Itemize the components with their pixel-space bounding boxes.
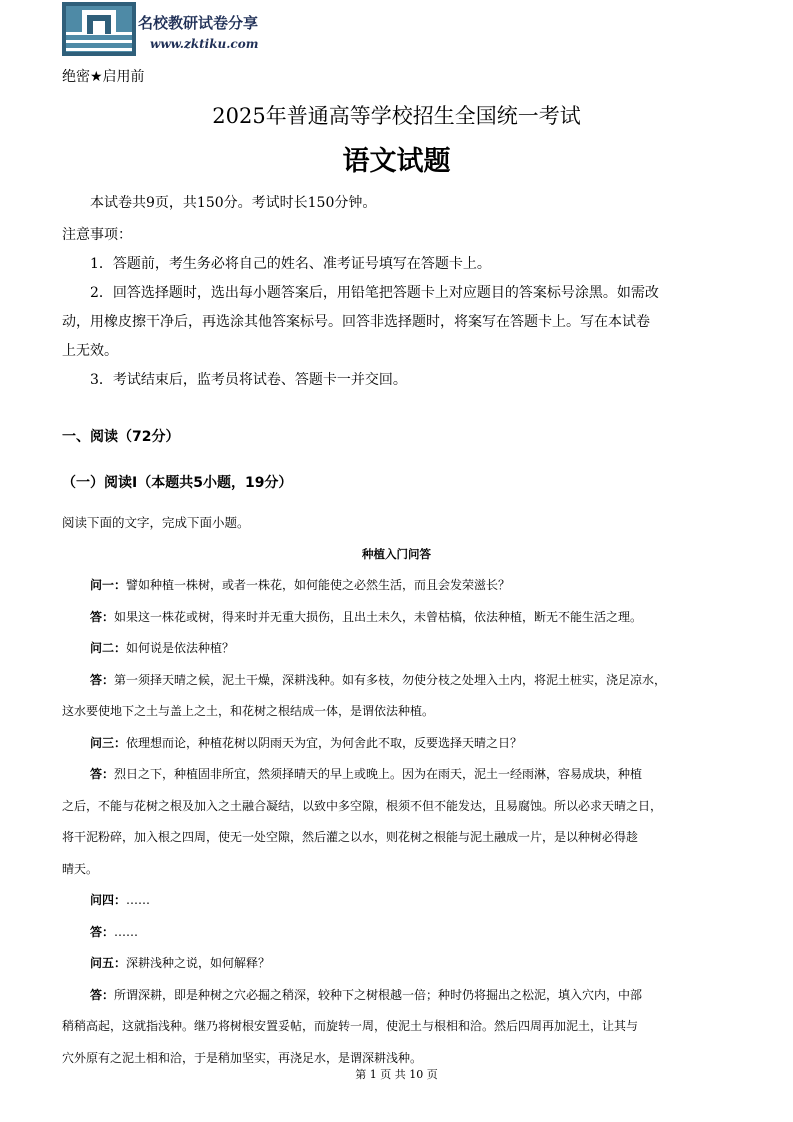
exam-intro: 本试卷共9页，共150分。考试时长150分钟。 bbox=[90, 195, 377, 211]
article-body bbox=[62, 570, 742, 1074]
answer-4 bbox=[62, 917, 742, 949]
answer-text: 烈日之下，种植固非所宜，然须择晴天的早上或晚上。因为在雨天，泥土一经雨淋，容易成块，种植 bbox=[114, 767, 643, 781]
section-heading: 一、阅读（72分） bbox=[62, 429, 180, 445]
answer-5-line-3: 穴外原有之泥土相和洽，于是稍加坚实，再浇足水，是谓深耕浅种。 bbox=[62, 1050, 423, 1065]
exam-title: 2025年普通高等学校招生全国统一考试 bbox=[212, 104, 581, 128]
brand-url[interactable]: www.zktiku.com bbox=[150, 37, 259, 51]
subject-title: 语文试题 bbox=[342, 146, 451, 177]
question-text: 如何说是依法种植？ bbox=[126, 641, 235, 655]
question-5 bbox=[62, 948, 742, 980]
question-label: 问五： bbox=[90, 956, 127, 970]
notice-item-1: 1．答题前，考生务必将自己的姓名、准考证号填写在答题卡上。 bbox=[90, 256, 491, 272]
school-logo bbox=[62, 2, 136, 56]
subsection-heading: （一）阅读Ⅰ（本题共5小题，19分） bbox=[62, 475, 293, 491]
answer-3-line-3: 将干泥粉碎，加入根之四周，使无一处空隙，然后灌之以水，则花树之根能与泥土融成一片，是以种树必得趁 bbox=[62, 830, 639, 844]
answer-text: …… bbox=[114, 924, 139, 939]
answer-1 bbox=[62, 602, 742, 634]
notice-heading: 注意事项： bbox=[62, 227, 132, 243]
question-text: …… bbox=[126, 893, 151, 907]
answer-2-line-2: 这水要使地下之土与盖上之土，和花树之根结成一体，是谓依法种植。 bbox=[62, 704, 435, 718]
question-label: 问一： bbox=[90, 578, 127, 592]
answer-5-line-1 bbox=[62, 980, 742, 1012]
question-label: 问二： bbox=[90, 641, 127, 655]
answer-text: 如果这一株花或树，得来时并无重大损伤，且出土未久，未曾枯槁，依法种植，断无不能生活之理。 bbox=[114, 609, 643, 624]
brand-name: 名校教研试卷分享 bbox=[138, 14, 259, 32]
question-1 bbox=[62, 570, 742, 602]
question-text: 深耕浅种之说，如何解释？ bbox=[126, 956, 271, 970]
answer-2-line-1 bbox=[62, 665, 742, 697]
notice-item-3: 3．考试结束后，监考员将试卷、答题卡一并交回。 bbox=[90, 372, 407, 388]
question-label: 问三： bbox=[90, 735, 127, 750]
answer-label: 答： bbox=[90, 767, 115, 781]
answer-3-line-4: 晴天。 bbox=[62, 861, 99, 876]
answer-text: 第一须择天晴之候，泥土干燥，深耕浅种。如有多枝，勿使分枝之处埋入土内，将泥土桩实，浇足凉水， bbox=[114, 672, 667, 687]
answer-label: 答： bbox=[90, 987, 115, 1002]
answer-3-line-2: 之后，不能与花树之根及加入之土融合凝结，以致中多空隙，根须不但不能发达，且易腐蚀。所以必求天晴之日， bbox=[62, 798, 663, 813]
question-text: 譬如种植一株树，或者一株花，如何能使之必然生活，而且会发荣滋长？ bbox=[126, 578, 511, 592]
answer-label: 答： bbox=[90, 609, 115, 624]
article-title: 种植入门问答 bbox=[362, 547, 431, 561]
question-text: 依理想而论，种植花树以阴雨天为宜，为何舍此不取，反要选择天晴之日？ bbox=[126, 735, 523, 750]
answer-label: 答： bbox=[90, 672, 115, 687]
page-footer: 第 1 页 共 10 页 bbox=[355, 1068, 438, 1081]
question-label: 问四： bbox=[90, 893, 127, 907]
question-3 bbox=[62, 728, 742, 760]
notice-list bbox=[62, 250, 742, 395]
answer-3-line-1 bbox=[62, 759, 742, 791]
notice-item-2-line-2: 动，用橡皮擦干净后，再选涂其他答案标号。回答非选择题时，将案写在答题卡上。写在本试卷 bbox=[62, 314, 650, 330]
notice-item-2-line-3: 上无效。 bbox=[62, 343, 118, 359]
answer-text: 所谓深耕，即是种树之穴必掘之稍深，较种下之树根越一倍；种时仍将掘出之松泥，填入穴内，中部 bbox=[114, 987, 643, 1002]
reading-instruction: 阅读下面的文字，完成下面小题。 bbox=[62, 515, 250, 530]
answer-5-line-2: 稍稍高起，这就指浅种。继乃将树根安置妥帖，而旋转一周，使泥土与根相和洽。然后四周再加泥土，让其与 bbox=[62, 1019, 639, 1033]
answer-label: 答： bbox=[90, 924, 115, 939]
question-4 bbox=[62, 885, 742, 917]
notice-item-2-line-1: 2．回答选择题时，选出每小题答案后，用铅笔把答题卡上对应题目的答案标号涂黑。如需改 bbox=[90, 285, 659, 301]
confidential-mark: 绝密★启用前 bbox=[62, 69, 145, 85]
question-2 bbox=[62, 633, 742, 665]
